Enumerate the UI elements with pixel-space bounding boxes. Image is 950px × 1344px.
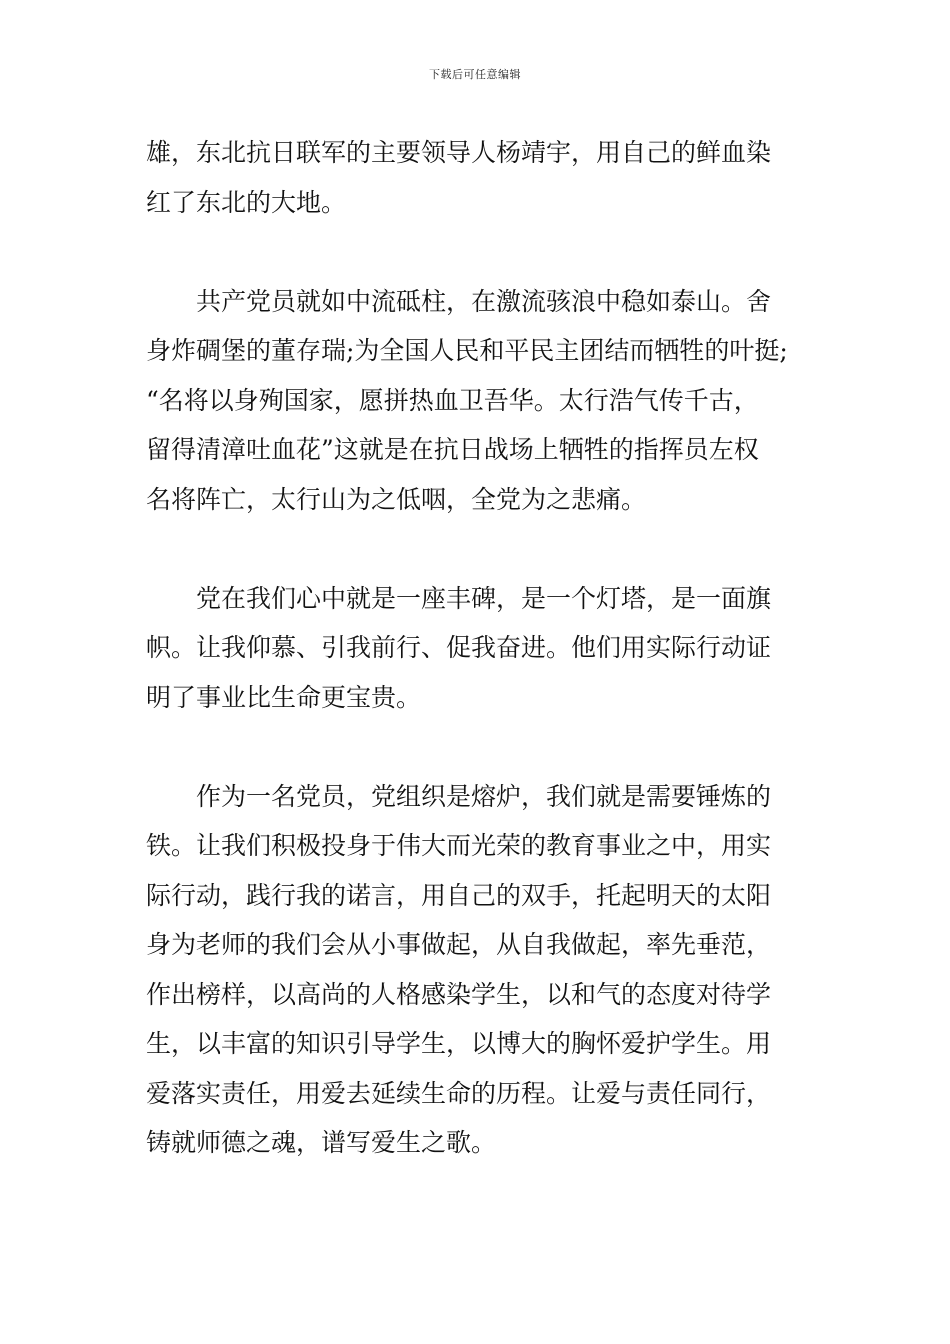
- text-line: 身炸碉堡的董存瑞;为全国人民和平民主团结而牺牲的叶挺;: [146, 336, 788, 365]
- text-line: 作出榜样，以高尚的人格感染学生，以和气的态度对待学: [146, 979, 772, 1009]
- text-line: 雄，东北抗日联军的主要领导人杨靖宇，用自己的鲜血染: [146, 138, 772, 167]
- paragraph-3: [146, 574, 846, 723]
- text-line: 名将阵亡，太行山为之低咽，全党为之悲痛。: [146, 484, 647, 514]
- text-line: 留得清漳吐血花”这就是在抗日战场上牺牲的指挥员左权: [146, 435, 759, 464]
- page-header: 下载后可任意编辑: [429, 68, 521, 81]
- text-line: 爱落实责任，用爱去延续生命的历程。让爱与责任同行，: [146, 1078, 772, 1108]
- text-line: 铁。让我们积极投身于伟大而光荣的教育事业之中，用实: [146, 831, 772, 860]
- document-body: [146, 128, 846, 1168]
- text-line: 际行动，践行我的诺言，用自己的双手，托起明天的太阳: [146, 880, 772, 910]
- paragraph-4: [146, 772, 846, 1168]
- text-line: 生，以丰富的知识引导学生，以博大的胸怀爱护学生。用: [146, 1029, 772, 1058]
- paragraph-1: [146, 128, 846, 227]
- text-line: 铸就师德之魂，谱写爱生之歌。: [146, 1128, 497, 1157]
- text-line: 红了东北的大地。: [146, 187, 347, 217]
- text-line: 党在我们心中就是一座丰碑，是一个灯塔，是一面旗: [196, 583, 772, 613]
- text-line: “名将以身殉国家，愿拼热血卫吾华。太行浩气传千古，: [146, 385, 759, 415]
- text-line: 身为老师的我们会从小事做起，从自我做起，率先垂范，: [146, 930, 772, 959]
- text-line: 作为一名党员，党组织是熔炉，我们就是需要锤炼的: [196, 781, 772, 811]
- text-line: 明了事业比生命更宝贵。: [146, 682, 422, 712]
- text-line: 共产党员就如中流砥柱，在激流骇浪中稳如泰山。舍: [196, 286, 772, 316]
- text-line: 帜。让我仰慕、引我前行、促我奋进。他们用实际行动证: [146, 633, 772, 662]
- paragraph-2: [146, 277, 846, 525]
